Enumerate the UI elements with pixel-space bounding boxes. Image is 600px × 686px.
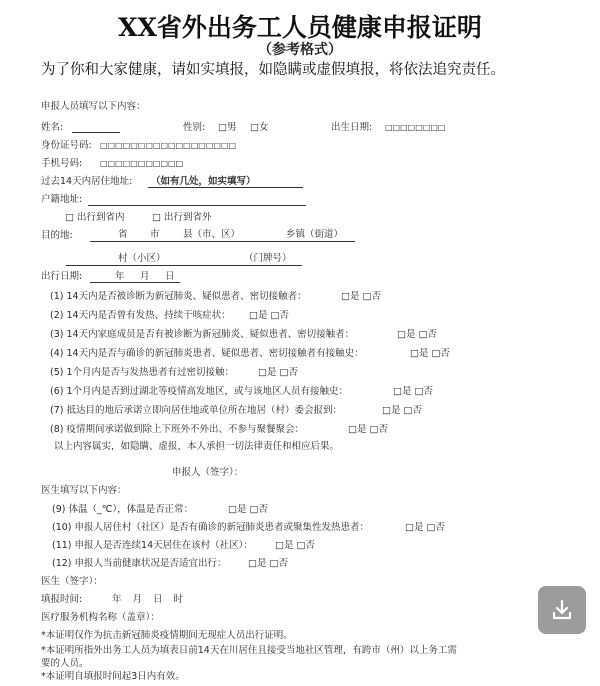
question-1: (1) 14天内是否被诊断为新冠肺炎、疑似患者、密切接触者：	[50, 291, 307, 302]
village-field-line	[66, 265, 302, 266]
name-label: 姓名:	[41, 122, 64, 133]
travel-date-label: 出行日期:	[41, 271, 83, 282]
report-time-value: 年 月 日 时	[112, 594, 184, 605]
download-icon	[550, 598, 574, 622]
doctor-signature: 医生（签字）：	[41, 576, 103, 587]
applicant-section-heading: 申报人员填写以下内容：	[41, 101, 146, 112]
question-6-answer: □是 □否	[393, 386, 433, 397]
question-12: (12) 申报人当前健康状况是否适宜出行：	[52, 558, 227, 569]
note-1: *本证明仅作为抗击新冠肺炎疫情期间无现症人员出行证明。	[41, 630, 293, 641]
destination-village: 村（小区）	[118, 253, 166, 264]
document-title: XX省外出务工人员健康申报证明	[118, 13, 482, 42]
document-subtitle: （参考格式）	[258, 42, 342, 58]
address-label: 过去14天内居住地址:	[41, 176, 133, 187]
question-5: (5) 1个月内是否与发热患者有过密切接触：	[50, 367, 235, 378]
note-3: *本证明自填报时间起3日内有效。	[41, 671, 185, 682]
household-label: 户籍地址:	[41, 194, 83, 205]
travel-date-month: 月	[140, 271, 150, 282]
id-number-boxes: □□□□□□□□□□□□□□□□□□	[100, 141, 237, 150]
question-9-answer: □是 □否	[228, 504, 268, 515]
phone-label: 手机号码:	[41, 158, 83, 169]
id-number-label: 身份证号码:	[41, 140, 92, 151]
medical-institution-label: 医疗服务机构名称（盖章）：	[41, 612, 160, 623]
question-10: (10) 申报人居住村（社区）是否有确诊的新冠肺炎患者或聚集性发热患者：	[52, 522, 370, 533]
report-time-label: 填报时间:	[41, 594, 83, 605]
question-2: (2) 14天内是否曾有发热、持续干咳症状：	[50, 310, 231, 321]
question-3: (3) 14天内家庭成员是否有被诊断为新冠肺炎、疑似患者、密切接触者：	[50, 329, 355, 340]
question-2-answer: □是 □否	[249, 310, 289, 321]
household-field-line	[88, 205, 306, 206]
gender-female-option: □女	[250, 122, 269, 133]
destination-province: 省	[118, 229, 128, 240]
question-6: (6) 1个月内是否到过湖北等疫情高发地区，或与该地区人员有接触史：	[50, 386, 349, 397]
question-7: (7) 抵达目的地后承诺立即向居住地或单位所在地居（村）委会报到：	[50, 405, 342, 416]
intro-paragraph: 为了你和大家健康，请如实填报，如隐瞒或虚假填报，将依法追究责任。	[41, 62, 505, 78]
destination-town: 乡镇（街道）	[286, 229, 344, 240]
pledge-statement: 以上内容属实，如隐瞒、虚报，本人承担一切法律责任和相应后果。	[54, 441, 340, 452]
destination-county: 县（市、区）	[183, 229, 241, 240]
question-5-answer: □是 □否	[258, 367, 298, 378]
birth-date-label: 出生日期:	[331, 122, 373, 133]
gender-label: 性别:	[183, 122, 206, 133]
destination-label: 目的地:	[41, 230, 73, 241]
question-10-answer: □是 □否	[405, 522, 445, 533]
download-button[interactable]	[538, 586, 586, 634]
gender-male-option: □男	[218, 122, 237, 133]
destination-house-number: （门牌号）	[244, 253, 292, 264]
birth-date-boxes: □□□□□□□□	[385, 123, 446, 132]
travel-date-year: 年	[115, 271, 125, 282]
note-2: *本证明所指外出务工人员为填表日前14天在川居住且接受当地社区管理，有跨市（州）以上务工需	[41, 645, 457, 656]
question-8-answer: □是 □否	[348, 424, 388, 435]
doctor-section-heading: 医生填写以下内容：	[41, 485, 127, 496]
question-4-answer: □是 □否	[410, 348, 450, 359]
phone-boxes: □□□□□□□□□□□	[100, 159, 184, 168]
question-8: (8) 疫情期间承诺做到除上下班外不外出、不参与聚餐聚会：	[50, 424, 304, 435]
question-11-answer: □是 □否	[275, 540, 315, 551]
option-in-province: □ 出行到省内	[65, 212, 125, 223]
question-3-answer: □是 □否	[397, 329, 437, 340]
question-9: (9) 体温（_℃），体温是否正常：	[52, 504, 194, 515]
question-1-answer: □是 □否	[341, 291, 381, 302]
destination-field-line	[90, 241, 355, 242]
travel-date-day: 日	[165, 271, 175, 282]
question-7-answer: □是 □否	[382, 405, 422, 416]
applicant-signature: 申报人（签字）：	[172, 467, 244, 478]
option-out-province: □ 出行到省外	[152, 212, 212, 223]
destination-city: 市	[150, 229, 160, 240]
question-4: (4) 14天内是否与确诊的新冠肺炎患者、疑似患者、密切接触者有接触史：	[50, 348, 364, 359]
question-11: (11) 申报人是否连续14天居住在该村（社区）：	[52, 540, 253, 551]
question-12-answer: □是 □否	[248, 558, 288, 569]
address-field-line	[148, 187, 303, 188]
address-hint: （如有几处，如实填写）	[151, 176, 256, 187]
name-field-line	[72, 132, 120, 133]
note-2-continued: 要的人员。	[41, 658, 89, 669]
